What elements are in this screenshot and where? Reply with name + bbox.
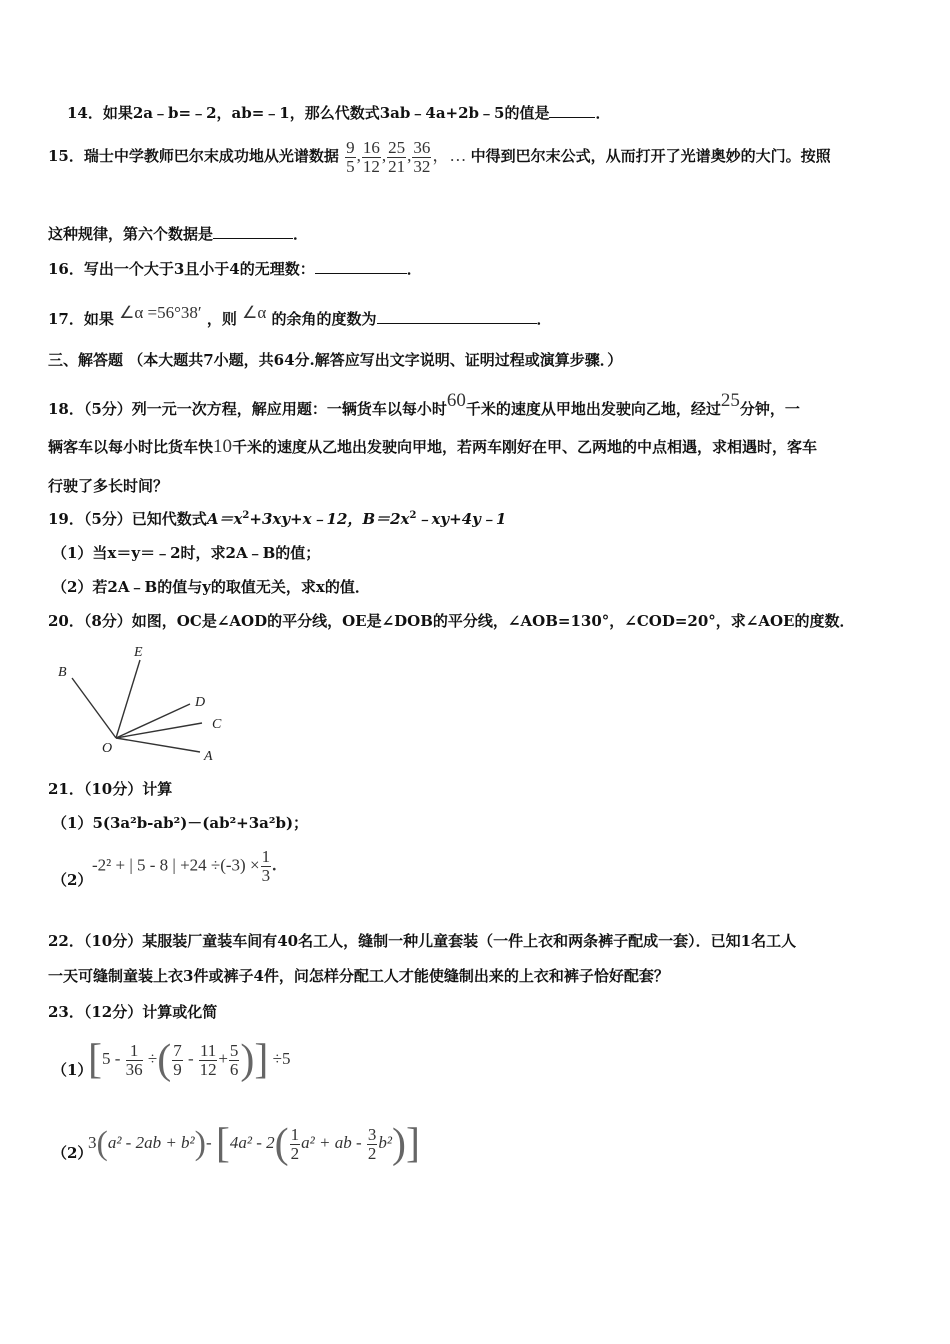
q23-expr1: [5 - $\frac{1}{36}$ ÷( $\frac{7}{9}$ - $\frac{11}{12}$ + $\frac{5}{6}$ )] ÷5 (88, 1037, 291, 1083)
q15-line2: 这种规律，第六个数据是 ． (48, 225, 309, 243)
q23-part1-label: （1） (52, 1061, 93, 1079)
q23-part2-label: （2） (52, 1144, 93, 1162)
q23-head: 23．（12分）计算或化简 (48, 1003, 218, 1021)
q14-answer-blank (549, 102, 595, 118)
q18-line1: 18．（5分）列一元一次方程，解应用题：一辆货车以每小时60千米的速度从甲地出发驶向乙地，经过25分钟，一 (48, 390, 800, 418)
label-E: E (134, 645, 143, 660)
q16: 16．写出一个大于3且小于4的无理数： ． (48, 260, 422, 278)
q15-fraction-3: $\frac{25}{21}$ (388, 137, 406, 176)
label-C: C (212, 717, 222, 732)
q21-part2-label: （2） (52, 871, 93, 889)
ray-OE (116, 660, 140, 738)
label-D: D (195, 695, 206, 710)
label-A: A (204, 749, 213, 764)
q15-answer-blank (213, 223, 293, 239)
q15-post: 中得到巴尔末公式，从而打开了光谱奥妙的大门。按照 (470, 147, 831, 165)
q15-fraction-4: $\frac{36}{32}$ (413, 137, 431, 176)
label-O: O (102, 741, 113, 756)
q16-answer-blank (315, 258, 407, 274)
q15-pre: 15．瑞士中学教师巴尔末成功地从光谱数据 (48, 147, 339, 165)
q20-text: 20．（8分）如图，OC是∠AOD的平分线，OE是∠DOB的平分线，∠AOB=130°，∠COD=20°，求∠AOE的度数． (48, 612, 855, 630)
q23-expr2: 3(a² - 2ab + b²)- [4a² - 2( $\frac{1}{2}$ a² + ab - $\frac{3}{2}$ b²)] (88, 1121, 421, 1167)
q17: 17．如果 ∠α =56°38′ ，则 ∠α 的余角的度数为 ． (48, 303, 552, 328)
q18-number-60: 60 (446, 390, 466, 411)
q17-angle: ∠α =56°38′ (119, 303, 202, 322)
q15-fraction-2: $\frac{16}{12}$ (362, 137, 380, 176)
q19-part1: （1）当x＝y＝﹣2时，求2A﹣B的值； (52, 544, 321, 562)
q19-part2: （2）若2A﹣B的值与y的取值无关，求x的值． (52, 578, 370, 596)
q18-line2: 辆客车以每小时比货车快10千米的速度从乙地出发驶向甲地，若两车刚好在甲、乙两地的中点相遇，求相遇时，客车 (48, 436, 818, 457)
q21-expr1: 5(3a²b-ab²)－(ab²+3a²b)； (92, 814, 309, 832)
q21-part1: （1）5(3a²b-ab²)－(ab²+3a²b)； (52, 814, 309, 832)
ray-OD (116, 704, 190, 738)
label-B: B (58, 665, 67, 680)
q17-answer-blank (377, 308, 537, 324)
q21-head: 21．（10分）计算 (48, 780, 173, 798)
q15-fractions: $\frac{9}{5}$ , $\frac{16}{12}$ , $\frac{25}{21}$ , $\frac{36}{32}$ ，… (346, 137, 467, 176)
q17-angle-alpha: ∠α (242, 303, 267, 322)
ray-OB (72, 678, 116, 738)
ray-OC (116, 723, 202, 738)
ray-OA (116, 738, 200, 752)
q19-head: 19．（5分）已知代数式$A=x^2+3xy+x﹣12$，$B=2x^2﹣xy+4y﹣1$ (48, 510, 507, 528)
q15 (48, 136, 831, 176)
section-3-heading: 三、解答题 （本大题共7小题，共64分.解答应写出文字说明、证明过程或演算步骤．） (48, 351, 623, 369)
q21-expr2: -2² + | 5 - 8 | +24 ÷(-3) × $\frac{1}{3}$ . (92, 847, 277, 885)
q22-line2: 一天可缝制童装上衣3件或裤子4件，问怎样分配工人才能使缝制出来的上衣和裤子恰好配套？ (48, 967, 669, 985)
q18-number-25: 25 (720, 390, 740, 411)
q22-line1: 22．（10分）某服装厂童装车间有40名工人，缝制一种儿童套装（一件上衣和两条裤子配成一套）．已知1名工人 (48, 932, 797, 950)
q20-angle-figure (50, 640, 240, 770)
q18-line3: 行驶了多长时间？ (48, 477, 169, 495)
q15-fraction-1: $\frac{9}{5}$ (346, 137, 355, 176)
q14-text: 14．如果2a﹣b=﹣2，ab=﹣1，那么代数式3ab﹣4a+2b﹣5的值是 (67, 104, 550, 122)
q18-number-10: 10 (213, 436, 233, 457)
q14: 14．如果2a﹣b=﹣2，ab=﹣1，那么代数式3ab﹣4a+2b﹣5的值是 ． (67, 104, 611, 122)
